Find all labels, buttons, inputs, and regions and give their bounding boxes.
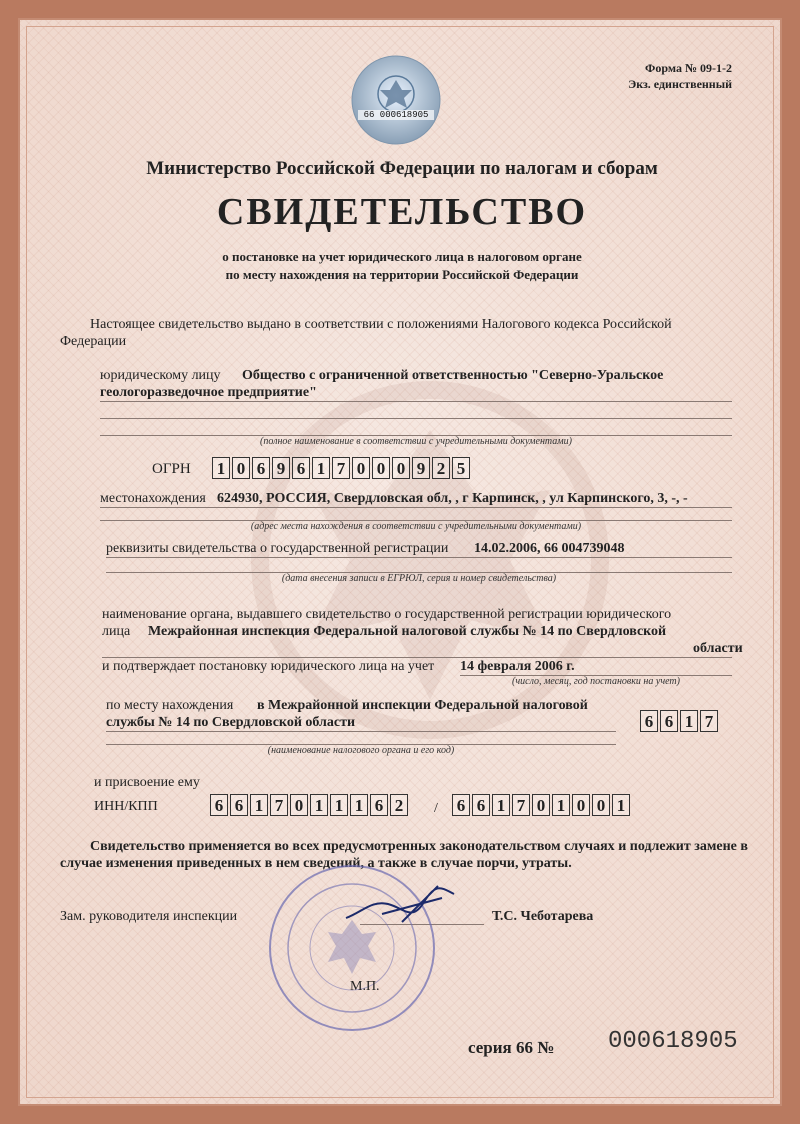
ogrn-digit: 9 [412,457,430,479]
entity-label: юридическому лицу [100,368,221,383]
registration-value: 14.02.2006, 66 004739048 [474,541,625,556]
ogrn-digit: 7 [332,457,350,479]
subtitle-line-2: по месту нахождения на территории Российской Федерации [225,267,579,282]
hologram-number: 66 000618905 [358,110,434,120]
issuer-value-line-1: Межрайонная инспекция Федеральной налоговой службы № 14 по Свердловской [148,624,667,639]
document-subtitle [20,248,784,284]
tax-code-digit: 6 [660,710,678,732]
location-underline-1 [106,731,616,732]
registration-caption: (дата внесения записи в ЕГРЮЛ, серия и номер свидетельства) [281,573,557,584]
series-label: серия 66 № [468,1038,555,1057]
tax-code-digit: 7 [700,710,718,732]
inn-digit: 1 [330,794,348,816]
inn-digit: 0 [290,794,308,816]
document-title: СВИДЕТЕЛЬСТВО [216,191,588,233]
ogrn-digit: 0 [372,457,390,479]
registration-underline-1 [106,557,732,558]
issuer-value-line-2: области [693,641,743,656]
certificate-sheet [18,18,782,1106]
kpp-digit: 1 [492,794,510,816]
registration-label: реквизиты свидетельства о государственной регистрации [106,541,449,556]
signatory-name: Т.С. Чеботарева [492,909,594,924]
kpp-digit: 1 [612,794,630,816]
hologram-seal [350,54,442,146]
inn-digit: 6 [230,794,248,816]
issuer-label-line-1: наименование органа, выдавшего свидетельство о государственной регистрации юридического [102,607,672,622]
kpp-digit: 0 [572,794,590,816]
ogrn-digit: 0 [392,457,410,479]
address-caption: (адрес места нахождения в соответствии с учредительными документами) [250,521,582,532]
location-label: по месту нахождения [106,698,234,713]
series-number: 000618905 [608,1028,738,1055]
intro-line-1: Настоящее свидетельство выдано в соответствии с положениями Налогового кодекса Российской [90,317,672,332]
kpp-digit: 7 [512,794,530,816]
inn-boxes [210,794,410,816]
signatory-title: Зам. руководителя инспекции [60,909,238,924]
ogrn-digit: 2 [432,457,450,479]
ogrn-digit: 0 [352,457,370,479]
address-value: 624930, РОССИЯ, Свердловская обл, , г Карпинск, , ул Карпинского, 3, -, - [217,491,688,506]
tax-code-digit: 1 [680,710,698,732]
inn-digit: 7 [270,794,288,816]
kpp-digit: 6 [452,794,470,816]
ogrn-digit: 6 [292,457,310,479]
confirm-date: 14 февраля 2006 г. [460,659,575,674]
address-label: местонахождения [100,491,206,506]
ogrn-digit: 6 [252,457,270,479]
ogrn-digit: 9 [272,457,290,479]
hologram-icon [350,54,442,146]
form-number: Форма № 09-1-2 [645,61,732,75]
kpp-digit: 1 [552,794,570,816]
inn-digit: 1 [250,794,268,816]
entity-name-line-2: геологоразведочное предприятие" [100,385,317,400]
ogrn-digit: 0 [232,457,250,479]
entity-caption: (полное наименование в соответствии с учредительными документами) [260,436,572,447]
entity-underline-2 [100,418,732,419]
inn-digit: 2 [390,794,408,816]
kpp-digit: 0 [532,794,550,816]
kpp-digit: 0 [592,794,610,816]
issuer-label-line-2: лица [102,624,131,639]
ogrn-digit: 1 [312,457,330,479]
stamp-place: М.П. [350,979,380,994]
confirm-caption: (число, месяц, год постановки на учет) [512,676,680,687]
copy-note: Экз. единственный [628,77,732,91]
address-underline-1 [100,507,732,508]
assign-label: и присвоение ему [94,775,200,790]
location-caption: (наименование налогового органа и его код) [267,745,455,756]
inn-digit: 6 [210,794,228,816]
validity-text: Свидетельство применяется во всех предусмотренных законодательством случаях и подлежит замене в случае изменения приведенных в нем сведений, а также в случае порчи, утраты. [60,839,748,871]
ogrn-label: ОГРН [152,461,191,477]
ogrn-digit: 1 [212,457,230,479]
inn-digit: 6 [370,794,388,816]
tax-code-boxes [640,710,720,732]
location-value-line-1: в Межрайонной инспекции Федеральной налоговой [257,698,588,713]
signature-icon [342,882,462,928]
intro-line-2: Федерации [60,334,127,349]
subtitle-line-1: о постановке на учет юридического лица в налоговом органе [222,249,582,264]
inn-label: ИНН/КПП [94,799,158,814]
ogrn-digit: 5 [452,457,470,479]
inn-kpp-slash: / [434,801,438,816]
tax-code-digit: 6 [640,710,658,732]
entity-underline-1 [100,401,732,402]
confirm-label: и подтверждает постановку юридического лица на учет [102,659,435,674]
ministry-title: Министерство Российской Федерации по налогам и сборам [146,158,658,179]
kpp-boxes [452,794,632,816]
inn-digit: 1 [310,794,328,816]
ogrn-boxes [212,457,472,479]
kpp-digit: 6 [472,794,490,816]
entity-name-line-1: Общество с ограниченной ответственностью "Северно-Уральское [242,368,664,383]
location-value-line-2: службы № 14 по Свердловской области [106,715,356,730]
inn-digit: 1 [350,794,368,816]
form-info [628,60,732,92]
